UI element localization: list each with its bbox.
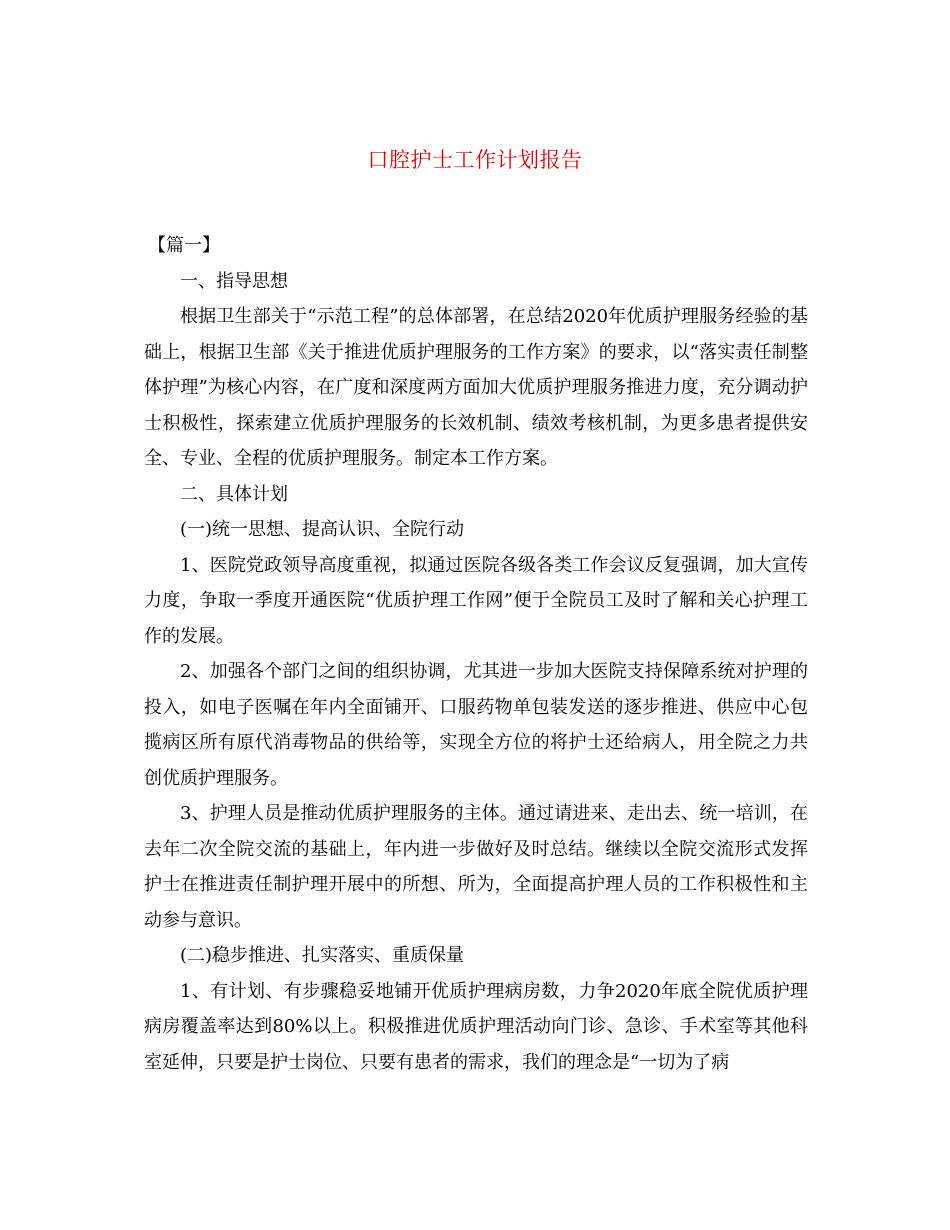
document-body xyxy=(144,228,808,1080)
paragraph-item-3: 3、护理人员是推动优质护理服务的主体。通过请进来、走出去、统一培训，在去年二次全院交流的基础上，年内进一步做好及时总结。继续以全院交流形式发挥护士在推进责任制护理开展中的所想、所为，全面提高护理人员的工作积极性和主动参与意识。 xyxy=(144,803,808,931)
heading-specific-plan: 二、具体计划 xyxy=(180,483,288,505)
subheading-unify-thinking: (一)统一思想、提高认识、全院行动 xyxy=(180,519,465,540)
heading-guiding-ideology: 一、指导思想 xyxy=(180,270,288,292)
section-tag: 【篇一】 xyxy=(148,235,220,256)
subheading-steady-progress: (二)稳步推进、扎实落实、重质保量 xyxy=(180,945,465,966)
paragraph-item-2: 2、加强各个部门之间的组织协调，尤其进一步加大医院支持保障系统对护理的投入，如电子医嘱在年内全面铺开、口服药物单包装发送的逐步推进、供应中心包揽病区所有原代消毒物品的供给等，实现全方位的将护士还给病人，用全院之力共创优质护理服务。 xyxy=(144,661,808,789)
paragraph-item-1: 1、医院党政领导高度重视，拟通过医院各级各类工作会议反复强调，加大宣传力度，争取一季度开通医院“优质护理工作网”便于全院员工及时了解和关心护理工作的发展。 xyxy=(144,554,808,647)
paragraph-guiding-ideology: 根据卫生部关于“示范工程”的总体部署，在总结2020年优质护理服务经验的基础上，根据卫生部《关于推进优质护理服务的工作方案》的要求，以“落实责任制整体护理”为核心内容，在广度和深度两方面加大优质护理服务推进力度，充分调动护士积极性，探索建立优质护理服务的长效机制、绩效考核机制，为更多患者提供安全、专业、全程的优质护理服务。制定本工作方案。 xyxy=(144,306,808,469)
document-title: 口腔护士工作计划报告 xyxy=(367,148,583,172)
paragraph-item-1b: 1、有计划、有步骤稳妥地铺开优质护理病房数，力争2020年底全院优质护理病房覆盖率达到80%以上。积极推进优质护理活动向门诊、急诊、手术室等其他科室延伸，只要是护士岗位、只要有患者的需求，我们的理念是“一切为了病 xyxy=(144,980,808,1073)
